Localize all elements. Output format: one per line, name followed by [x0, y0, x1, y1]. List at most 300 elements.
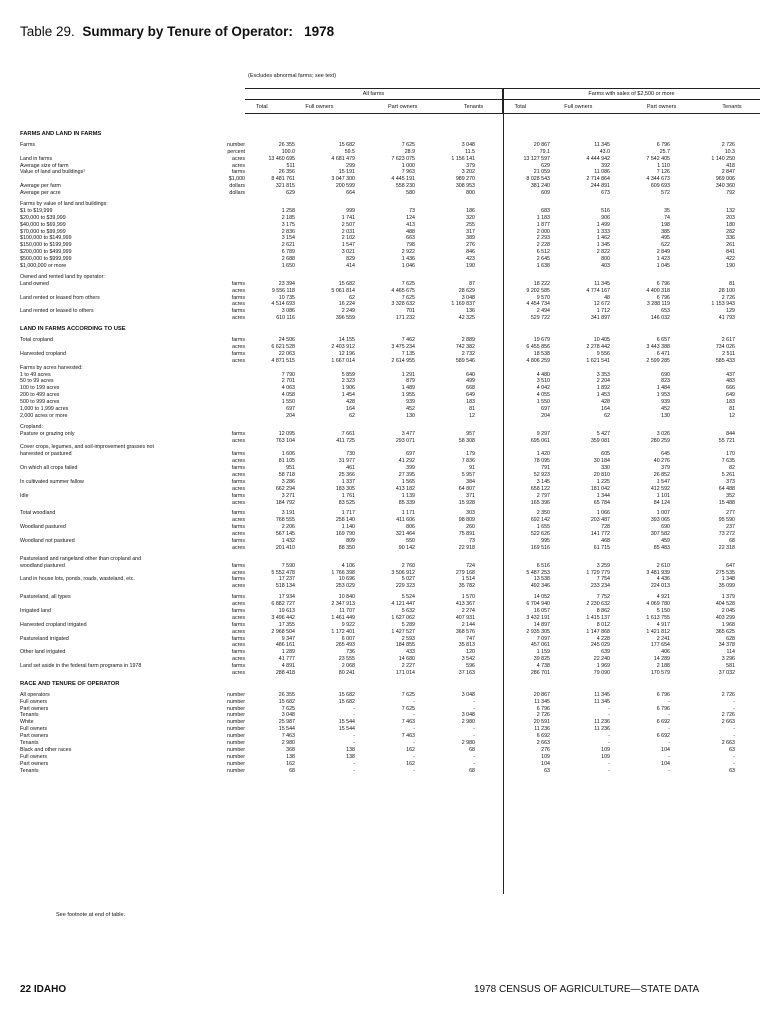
cell-value: 622 — [661, 242, 670, 249]
cell-value: 3 510 — [536, 378, 550, 385]
cell-value: 800 — [466, 190, 475, 197]
cell-value: 610 116 — [276, 315, 295, 322]
cell-value: 114 — [726, 649, 735, 656]
cell-value: 41 292 — [398, 458, 415, 465]
cell-value: 237 — [726, 524, 735, 531]
cell-value: 359 081 — [590, 437, 610, 444]
cell-value: 63 — [729, 767, 735, 774]
row-unit: number — [227, 740, 245, 747]
row-label — [20, 712, 245, 719]
cell-value: 6 471 — [656, 350, 670, 357]
cell-value: 1 953 — [656, 392, 670, 399]
cell-value: 4 806 259 — [526, 357, 550, 364]
cell-value: 728 — [601, 524, 610, 531]
cell-value: 3 191 — [281, 510, 295, 517]
cell-value: 2 980 — [461, 719, 475, 726]
cell-value: 6 692 — [656, 719, 670, 726]
cell-value: 2 323 — [341, 378, 355, 385]
cell-value: 413 — [406, 221, 415, 228]
cell-value: 186 — [466, 207, 475, 214]
cell-value: 277 — [726, 510, 735, 517]
cell-value: 104 — [661, 760, 670, 767]
row-unit: farms — [231, 350, 245, 357]
cell-value: 1 046 — [401, 263, 415, 270]
cell-value: 320 — [466, 214, 475, 221]
cell-value: 9 556 118 — [271, 287, 295, 294]
row-label-text: harvested or pastured — [20, 451, 72, 458]
cell-value: 2 968 504 — [271, 628, 295, 635]
table-row — [20, 583, 760, 590]
row-unit: acres — [232, 315, 245, 322]
row-unit: farms — [231, 510, 245, 517]
cell-value: 170 — [726, 451, 735, 458]
cell-value: 3 286 — [281, 478, 295, 485]
row-label-text — [20, 288, 21, 294]
cell-value: 2 227 — [401, 663, 415, 670]
cell-value: 6 516 — [536, 562, 550, 569]
cell-value: 3 271 — [281, 492, 295, 499]
cell-value: 26 356 — [278, 169, 295, 176]
cell-value: 169 790 — [335, 531, 355, 538]
row-unit: acres — [232, 517, 245, 524]
cell-value: 3 202 — [461, 169, 475, 176]
table-row — [20, 308, 760, 315]
table-row — [20, 392, 760, 399]
cell-value: 768 555 — [275, 517, 295, 524]
cell-value: 15 682 — [338, 280, 355, 287]
row-label-text — [20, 344, 21, 350]
cell-value: 201 410 — [275, 544, 295, 551]
table-row — [20, 351, 760, 358]
cell-value: - — [473, 726, 475, 733]
cell-value: 2 922 — [401, 249, 415, 256]
cell-value: 1 000 — [401, 162, 415, 169]
cell-value: 393 065 — [650, 517, 670, 524]
table-row — [20, 378, 760, 385]
cell-value: 3 145 — [536, 478, 550, 485]
table-row — [20, 517, 760, 524]
cell-value: 1 183 — [536, 214, 550, 221]
row-label-text: Part owners — [20, 733, 49, 740]
table-row — [20, 538, 760, 545]
row-label — [20, 308, 245, 315]
cell-value: - — [733, 760, 735, 767]
cell-value: 2 228 — [536, 242, 550, 249]
cell-value: 1 432 — [281, 537, 295, 544]
cell-value: - — [413, 740, 415, 747]
cell-value: 26 355 — [278, 141, 295, 148]
cell-value: 2 206 — [281, 524, 295, 531]
cell-value: 683 — [541, 207, 550, 214]
cell-value: 307 582 — [650, 531, 670, 538]
row-unit: acres — [232, 569, 245, 576]
cell-value: 411 606 — [396, 517, 415, 524]
cell-value: 61 715 — [593, 544, 610, 551]
table-row — [20, 458, 760, 465]
cell-value: 37 163 — [458, 670, 475, 677]
cell-value: 170 579 — [650, 670, 670, 677]
cell-value: 809 — [346, 537, 355, 544]
row-label-text — [20, 358, 21, 364]
cell-value: 373 — [726, 478, 735, 485]
col-header: Total — [502, 100, 537, 114]
row-label-text — [20, 315, 21, 321]
cell-value: 308 953 — [455, 183, 475, 190]
cell-value: 68 — [729, 537, 735, 544]
row-label — [20, 531, 245, 538]
cell-value: 10 696 — [338, 576, 355, 583]
row-label — [20, 545, 245, 552]
row-unit: number — [227, 760, 245, 767]
row-label-text: 1 to 49 acres — [20, 371, 51, 378]
cell-value: 169 516 — [530, 544, 550, 551]
cell-value: 792 — [726, 190, 735, 197]
row-label-text: $150,000 to $199,999 — [20, 242, 72, 249]
cell-value: 2 249 — [341, 308, 355, 315]
cell-value: 1 627 062 — [391, 614, 415, 621]
cell-value: 20 867 — [533, 691, 550, 698]
cell-value: 2 847 — [721, 169, 735, 176]
cell-value: 3 026 — [656, 430, 670, 437]
cell-value: 396 559 — [335, 315, 355, 322]
cell-value: - — [413, 753, 415, 760]
row-label — [20, 472, 245, 479]
cell-value: 747 — [466, 635, 475, 642]
cell-value: 52 923 — [533, 471, 550, 478]
row-label-text: 100 to 199 acres — [20, 385, 60, 392]
cell-value: 495 — [661, 235, 670, 242]
cell-value: 109 — [541, 753, 550, 760]
table-row — [20, 510, 760, 517]
cell-value: 58 718 — [278, 471, 295, 478]
table-row — [20, 663, 760, 670]
cell-value: 423 — [466, 256, 475, 263]
cell-value: 11 236 — [594, 726, 610, 733]
cell-value: 7 625 — [401, 141, 415, 148]
cell-value: 35 813 — [458, 642, 475, 649]
row-label — [20, 768, 245, 775]
cell-value: 85 483 — [653, 544, 670, 551]
row-unit: number — [227, 698, 245, 705]
cell-value: 98 809 — [458, 517, 475, 524]
section-heading: FARMS AND LAND IN FARMS — [20, 131, 102, 137]
cell-value: 7 625 — [401, 705, 415, 712]
row-label-text: On which all crops failed — [20, 465, 78, 472]
row-label — [20, 431, 245, 438]
cell-value: 64 807 — [458, 485, 475, 492]
table-row — [20, 754, 760, 761]
cell-value: 1 344 — [596, 492, 610, 499]
cell-value: 1 955 — [401, 392, 415, 399]
cell-value: 798 — [406, 242, 415, 249]
cell-value: 9 297 — [536, 430, 550, 437]
row-unit: farms — [231, 524, 245, 531]
cell-value: 2 403 912 — [331, 343, 355, 350]
cell-value: 14 052 — [533, 594, 550, 601]
cell-value: 42 325 — [458, 315, 475, 322]
cell-value: 62 — [604, 412, 610, 419]
cell-value: 204 — [541, 412, 550, 419]
cell-value: 95 590 — [718, 517, 735, 524]
cell-value: 11 345 — [594, 280, 610, 287]
table-row — [20, 768, 760, 775]
cell-value: - — [608, 760, 610, 767]
cell-value: 3 259 — [596, 562, 610, 569]
row-label — [20, 229, 245, 236]
cell-value: 5 487 253 — [526, 569, 550, 576]
row-unit: acres — [232, 642, 245, 649]
cell-value: 183 — [466, 399, 475, 406]
table-row — [20, 183, 760, 190]
row-label-text: In cultivated summer fallow — [20, 478, 84, 485]
cell-value: 4 480 — [536, 371, 550, 378]
cell-value: 7 752 — [596, 594, 610, 601]
cell-value: - — [668, 712, 670, 719]
footer-title: 1978 CENSUS OF AGRICULTURE—STATE DATA — [474, 984, 700, 995]
cell-value: 6 796 — [656, 691, 670, 698]
row-unit: farms — [231, 478, 245, 485]
cell-value: 162 — [286, 760, 295, 767]
cell-value: - — [668, 698, 670, 705]
cell-value: 11 345 — [534, 698, 550, 705]
cell-value: 645 — [661, 451, 670, 458]
cell-value: - — [413, 698, 415, 705]
cell-value: 9 570 — [536, 294, 550, 301]
cell-value: 690 — [661, 371, 670, 378]
cell-value: 2 621 — [281, 242, 295, 249]
row-label-text: Harvested cropland — [20, 350, 66, 357]
row-label — [20, 301, 245, 308]
row-unit: farms — [231, 594, 245, 601]
cell-value: 662 294 — [275, 485, 295, 492]
row-label-text — [20, 458, 21, 464]
row-unit: farms — [231, 621, 245, 628]
row-unit: farms — [231, 649, 245, 656]
cell-value: 11 707 — [339, 608, 355, 614]
cell-value: 2 102 — [341, 235, 355, 242]
cell-value: 7 635 — [721, 458, 735, 465]
row-label — [20, 190, 245, 197]
cell-value: 2 494 — [536, 308, 550, 315]
row-unit: number — [227, 733, 245, 740]
cell-value: 572 — [661, 190, 670, 197]
cell-value: 734 026 — [715, 343, 735, 350]
cell-value: 791 — [541, 465, 550, 472]
cell-value: 4 891 — [281, 663, 295, 670]
row-label — [20, 733, 245, 740]
row-unit: dollars — [229, 183, 245, 190]
cell-value: 130 — [406, 412, 415, 419]
cell-value: 1 621 541 — [586, 357, 610, 364]
row-label — [20, 699, 245, 706]
row-label-text: Pastureland, all types — [20, 594, 71, 601]
cell-value: 15 682 — [278, 698, 295, 705]
cell-value: 664 — [346, 190, 355, 197]
cell-value: 4 465 675 — [391, 287, 415, 294]
cell-value: 384 — [466, 478, 475, 485]
cell-value: 141 772 — [590, 531, 610, 538]
table-row — [20, 301, 760, 308]
cell-value: 100.0 — [281, 148, 295, 155]
cell-value: 184 792 — [275, 499, 295, 506]
cell-value: 5 150 — [656, 608, 670, 614]
row-label — [20, 235, 245, 242]
group-sales-2500: Farms with sales of $2,500 or more — [502, 89, 760, 100]
row-label-text: Land rented or leased from others — [20, 294, 100, 301]
row-label — [20, 692, 245, 699]
cell-value: 136 — [466, 308, 475, 315]
cell-value: 2 293 — [536, 235, 550, 242]
cell-value: 488 — [406, 228, 415, 235]
cell-value: 428 — [601, 399, 610, 406]
cell-value: 258 140 — [335, 517, 355, 524]
cell-value: 22 063 — [278, 350, 295, 357]
cell-value: 2 347 913 — [331, 601, 355, 608]
table-row — [20, 692, 760, 699]
cell-value: 164 — [346, 405, 355, 412]
row-unit: number — [227, 712, 245, 719]
row-label — [20, 378, 245, 385]
cell-value: 1 007 — [656, 510, 670, 517]
cell-value: 989 270 — [455, 176, 475, 183]
row-label-text: Land set aside in the federal farm programs in 1978 — [20, 663, 142, 670]
cell-value: 8 481 761 — [271, 176, 295, 183]
table-row — [20, 406, 760, 413]
table-row — [20, 531, 760, 538]
cell-value: 697 — [541, 405, 550, 412]
cell-value: 18 222 — [533, 280, 550, 287]
row-label — [20, 479, 245, 486]
cell-value: 31 977 — [338, 458, 355, 465]
cell-value: 336 — [726, 235, 735, 242]
cell-value: 40 276 — [653, 458, 670, 465]
cell-value: 9 202 585 — [526, 287, 550, 294]
cell-value: 83 525 — [338, 499, 355, 506]
row-unit: percent — [227, 148, 245, 155]
cell-value: 2 045 — [721, 608, 735, 614]
row-unit: acres — [232, 499, 245, 506]
row-label-text: Harvested cropland irrigated — [20, 621, 87, 628]
cell-value: 8 028 543 — [526, 176, 550, 183]
cell-value: 4 121 447 — [391, 601, 415, 608]
row-label-text: Land in house lots, ponds, roads, wasteland, etc. — [20, 576, 135, 583]
cell-value: 26 852 — [653, 471, 670, 478]
row-label — [20, 351, 245, 358]
cell-value: 2 726 — [721, 294, 735, 301]
cell-value: 27 395 — [398, 471, 415, 478]
cell-value: 1 415 137 — [586, 614, 610, 621]
cell-value: 2 889 — [461, 337, 475, 344]
table-row — [20, 493, 760, 500]
cell-value: 411 725 — [336, 437, 355, 444]
cell-value: 3 328 632 — [391, 301, 415, 308]
cell-value: 68 — [289, 767, 295, 774]
cell-value: 275 535 — [715, 569, 735, 576]
row-unit: number — [227, 746, 245, 753]
row-label-text: Average size of farm — [20, 162, 69, 169]
cell-value: 763 104 — [275, 437, 295, 444]
cell-value: 10 405 — [593, 337, 610, 344]
cell-value: 379 — [661, 465, 670, 472]
row-unit: acres — [232, 656, 245, 663]
cell-value: 697 — [286, 405, 295, 412]
row-label — [20, 295, 245, 302]
cell-value: 649 — [726, 392, 735, 399]
row-label-text: Pastureland irrigated — [20, 635, 69, 642]
cell-value: 7 542 405 — [646, 155, 670, 162]
cell-value: 11.5 — [465, 148, 475, 155]
cell-value: 1 489 — [401, 385, 415, 392]
cell-value: 2 617 — [721, 337, 735, 344]
row-label-text: Full owners — [20, 726, 48, 733]
row-label-text: Farms by value of land and buildings: — [20, 201, 108, 208]
table-title-text: Summary by Tenure of Operator: — [82, 24, 293, 39]
cell-value: 6 657 — [656, 337, 670, 344]
cell-value: 2 663 — [721, 719, 735, 726]
table-row — [20, 576, 760, 583]
table-row — [20, 642, 760, 649]
cell-value: 1 140 — [341, 524, 355, 531]
cell-value: 35 782 — [458, 583, 475, 590]
cell-value: 11 345 — [594, 698, 610, 705]
cell-value: 1 499 — [596, 221, 610, 228]
row-label — [20, 656, 245, 663]
row-unit: acres — [232, 544, 245, 551]
row-unit: farms — [231, 451, 245, 458]
cell-value: 73 — [469, 537, 475, 544]
cell-value: 1 484 — [656, 385, 670, 392]
cell-value: 2 980 — [461, 740, 475, 747]
cell-value: 2 714 864 — [586, 176, 610, 183]
cell-value: 138 — [286, 753, 295, 760]
row-unit: number — [227, 691, 245, 698]
cell-value: 79.1 — [539, 148, 550, 155]
table-title-year: 1978 — [304, 24, 335, 39]
cell-value: 276 — [541, 746, 550, 753]
row-label-text: woodland pastured — [20, 562, 65, 569]
cell-value: - — [608, 712, 610, 719]
table-note: (Excludes abnormal farms; see text) — [248, 73, 337, 79]
table-row — [20, 295, 760, 302]
cell-value: 1 766 398 — [331, 569, 355, 576]
cell-value: 389 — [466, 235, 475, 242]
cell-value: 11 345 — [594, 141, 610, 148]
cell-value: 16 224 — [338, 301, 355, 308]
cell-value: 6 796 — [656, 280, 670, 287]
cell-value: 6 796 — [656, 141, 670, 148]
row-unit: farms — [231, 430, 245, 437]
cell-value: - — [353, 705, 355, 712]
cell-value: 5 524 — [401, 594, 415, 601]
row-label — [20, 726, 245, 733]
footnote: See footnote at end of table. — [56, 912, 126, 918]
cell-value: 1 454 — [341, 392, 355, 399]
cell-value: 1 638 — [536, 263, 550, 270]
table-row — [20, 169, 760, 176]
cell-value: 1 427 527 — [391, 628, 415, 635]
table-row — [20, 451, 760, 458]
table-row — [20, 570, 760, 577]
row-unit: farms — [231, 576, 245, 583]
row-unit: acres — [232, 583, 245, 590]
cell-value: - — [353, 767, 355, 774]
cell-value: 550 — [406, 537, 415, 544]
table-number: Table 29. — [20, 24, 75, 39]
cell-value: 282 — [726, 228, 735, 235]
cell-value: - — [668, 767, 670, 774]
cell-value: 20 867 — [533, 141, 550, 148]
cell-value: 697 — [406, 451, 415, 458]
